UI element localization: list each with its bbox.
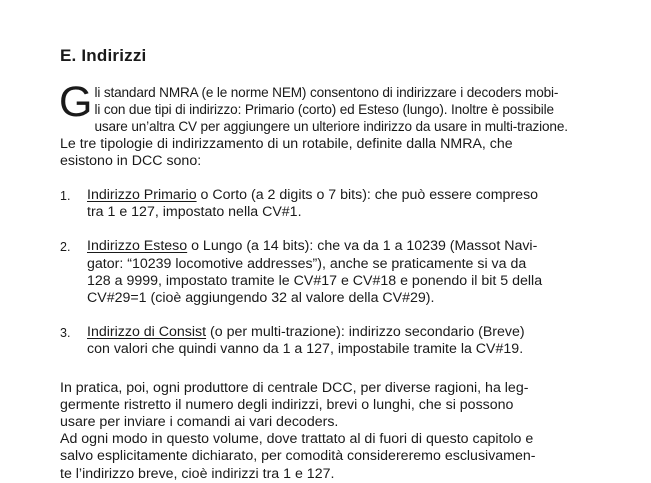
list-item-term: Indirizzo Primario [87,187,197,204]
list-item-description: (o per multi-trazione): indirizzo secondario (Breve) con valori che quindi vanno da 1 a 127, impostabile tramite la CV#19. [87,324,525,358]
drop-cap: G [59,78,93,126]
document-page [60,46,580,483]
list-item-number: 1. [60,189,71,204]
list-item-term: Indirizzo Esteso [87,238,188,255]
closing-paragraphs [60,380,580,483]
list-item-description: o Corto (a 2 digits o 7 bits): che può essere compreso tra 1 e 127, impostato nella CV#1. [87,187,539,221]
list-item-number: 2. [60,240,71,255]
list-item [60,187,580,221]
section-title: E. Indirizzi [60,46,147,65]
intro-text-first: li standard NMRA (e le norme NEM) consentono di indirizzare i decoders mobi- li con due tipi di indirizzo: Primario (corto) ed Esteso (lungo). Inoltre è possibile usare un’altra CV per aggiungere un ulteriore indirizzo da usare in multi-trazione. [94,85,568,135]
list-item-term: Indirizzo di Consist [87,324,207,341]
list-item-text [87,187,580,221]
spacer [60,170,580,187]
closing-paragraph-2: Ad ogni modo in questo volume, dove trattato al di fuori di questo capitolo e salvo esplicitamente dichiarato, per comodità considereremo esclusivamen- te l’indirizzo breve, cioè indirizzi tra 1 e 127. [60,431,536,482]
list-item-description: o Lungo (a 14 bits): che va da 1 a 10239 (Massot Navi- gator: “10239 locomotive addresses”), anche se praticamente si va da 128 a 9999, impostato tramite le CV#17 e CV#18 e ponendo il bit 5 della CV#29=1 (cioè aggiungendo 32 al valore della CV#29). [87,238,543,307]
list-item-text [87,238,580,307]
intro-text-second: Le tre tipologie di indirizzamento di un rotabile, definite dalla NMRA, che esistono in DCC sono: [60,135,513,169]
intro-paragraph [59,78,580,170]
list-item-text [87,324,580,358]
closing-paragraph-1: In pratica, poi, ogni produttore di centrale DCC, per diverse ragioni, ha leg- germente ristretto il numero degli indirizzi, brevi o lunghi, che si possono usare per inviare i comandi ai vari decoders. [60,379,529,431]
address-types-list [60,187,580,359]
list-item-number: 3. [60,326,71,341]
list-item [60,238,580,307]
list-item [60,324,580,358]
